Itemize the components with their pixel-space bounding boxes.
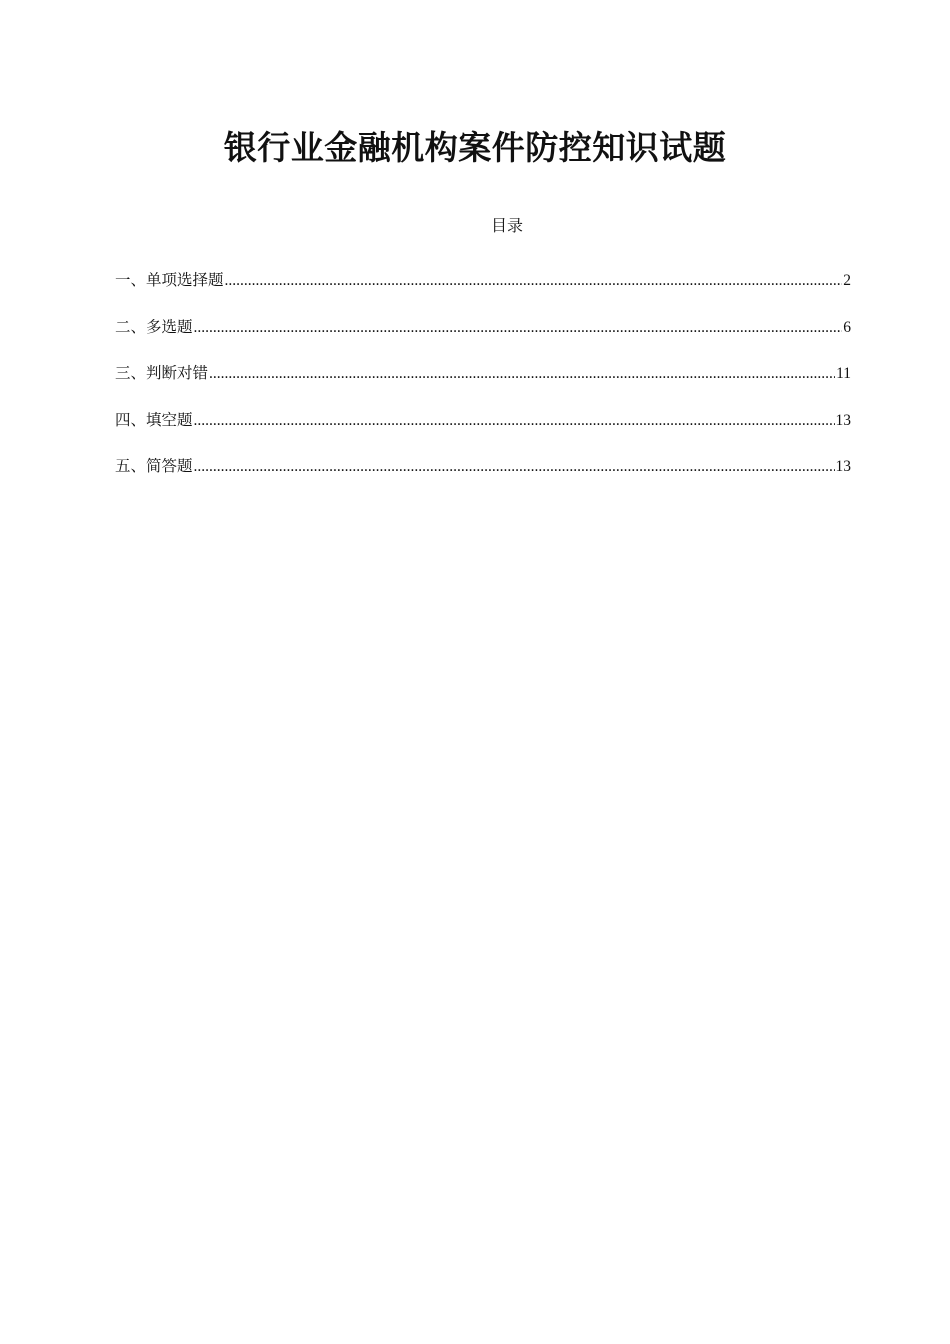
toc-entry-label: 二、多选题 [115, 318, 193, 336]
toc-entry-label: 五、简答题 [115, 458, 193, 475]
toc-entry-short-answer[interactable] [115, 456, 851, 503]
toc-entry-page-number: 13 [835, 411, 851, 429]
toc-dot-leader [194, 317, 843, 339]
toc-dot-leader [225, 270, 843, 292]
toc-entry-page-number: 11 [836, 365, 851, 382]
toc-entry-single-choice[interactable] [115, 270, 851, 317]
toc-entry-label: 四、填空题 [115, 411, 193, 429]
toc-entry-multiple-choice[interactable] [115, 317, 851, 364]
toc-entry-page-number: 6 [843, 318, 851, 336]
toc-dot-leader [194, 410, 835, 432]
toc-entry-fill-in-blank[interactable] [115, 410, 851, 457]
table-of-contents [115, 270, 851, 503]
toc-entry-label: 一、单项选择题 [115, 272, 224, 289]
toc-entry-label: 三、判断对错 [115, 365, 209, 382]
document-title: 银行业金融机构案件防控知识试题 [223, 128, 727, 167]
toc-heading: 目录 [490, 218, 523, 235]
toc-entry-page-number: 2 [843, 272, 851, 289]
toc-entry-page-number: 13 [835, 458, 851, 475]
toc-dot-leader [209, 363, 835, 385]
toc-dot-leader [194, 456, 835, 478]
toc-entry-true-false[interactable] [115, 363, 851, 410]
